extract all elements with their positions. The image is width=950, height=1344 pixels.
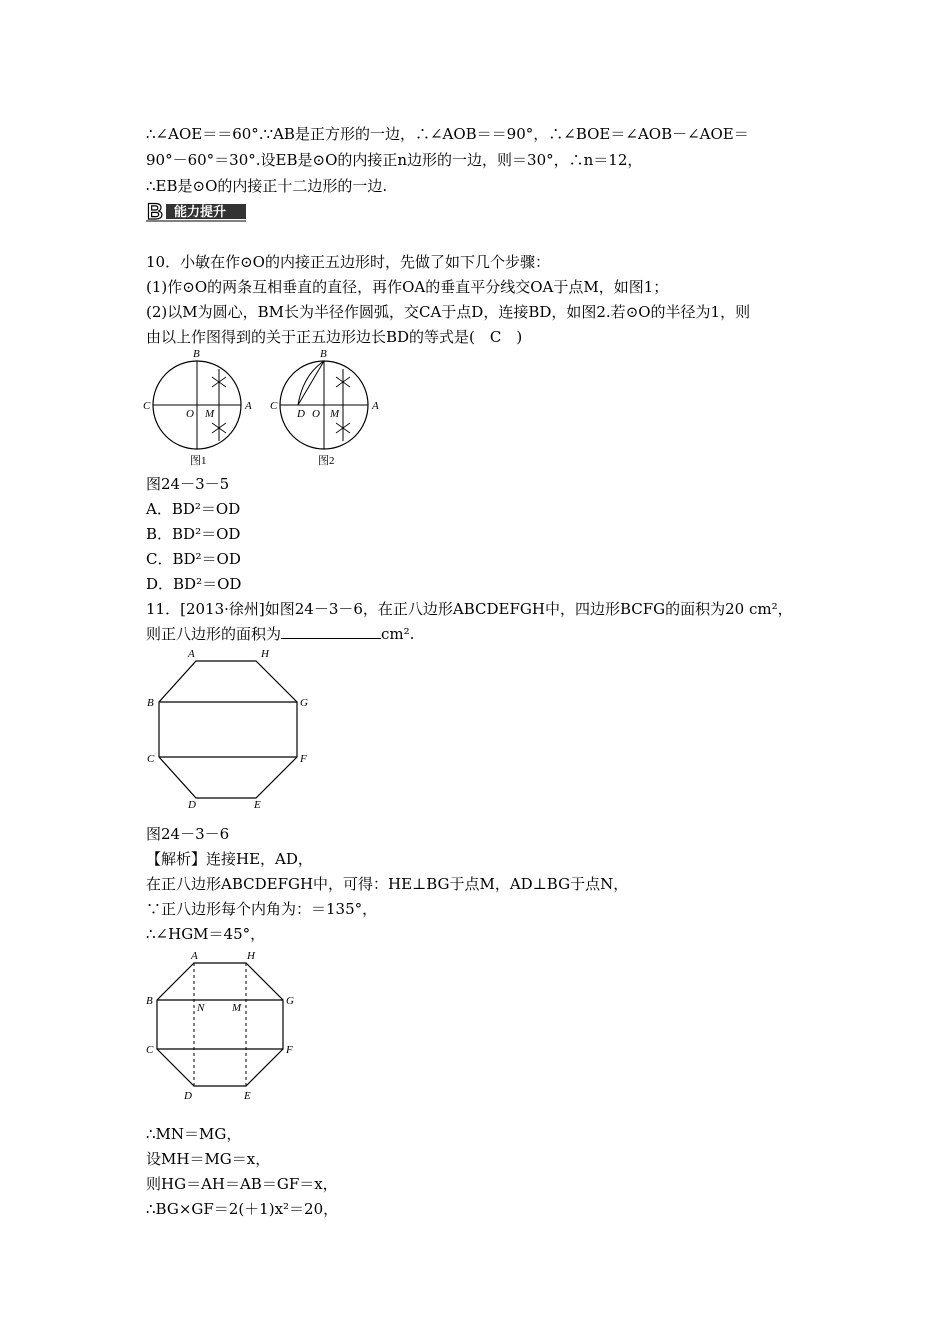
label-M: M: [205, 408, 215, 420]
solution-line: 设MH＝MG＝x，: [146, 1150, 271, 1168]
solution-line: 在正八边形ABCDEFGH中，可得：HE⊥BG于点M，AD⊥BG于点N，: [146, 875, 629, 893]
label-F: F: [286, 1044, 293, 1056]
label-M: M: [232, 1002, 242, 1014]
label-O: O: [186, 408, 194, 420]
label-D: D: [184, 1090, 192, 1102]
banner-letter: B: [147, 200, 163, 222]
step-1: (1)作⊙O的两条互相垂直的直径，再作OA的垂直平分线交OA于点M，如图1；: [146, 278, 669, 296]
solution-line: 则HG＝AH＝AB＝GF＝x，: [146, 1175, 338, 1193]
figure-24-3-5: [140, 345, 390, 470]
figure-24-3-6: [140, 645, 320, 815]
label-C: C: [270, 400, 278, 412]
label-H: H: [247, 950, 255, 962]
option-c: C．BD²＝OD: [146, 550, 241, 568]
label-B: B: [146, 995, 153, 1007]
stem-prefix: 则正八边形的面积为: [146, 625, 282, 643]
label-N: N: [197, 1002, 205, 1014]
label-E: E: [244, 1090, 251, 1102]
label-B: B: [193, 348, 200, 360]
question-stem-cont: [146, 624, 414, 644]
step-2: (2)以M为圆心，BM长为半径作圆弧，交CA于点D，连接BD，如图2.若⊙O的半径为1，则: [146, 303, 751, 321]
step-2-cont: 由以上作图得到的关于正五边形边长BD的等式是( C ): [146, 328, 523, 346]
label-C: C: [143, 400, 151, 412]
label-A: A: [372, 400, 379, 412]
figure-1: [143, 348, 252, 467]
solution-figure: [140, 945, 320, 1105]
solution-line: ∴∠HGM＝45°，: [146, 925, 266, 943]
option-d: D．BD²＝OD: [146, 575, 242, 593]
solution-line: 【解析】连接HE，AD，: [146, 850, 313, 868]
label-C: C: [147, 753, 155, 765]
text-line: ∴EB是⊙O的内接正十二边形的一边.: [146, 177, 388, 195]
fig2-caption: 图2: [318, 455, 335, 467]
solution-line: ∴MN＝MG，: [146, 1125, 242, 1143]
label-D: D: [297, 408, 305, 420]
stem-suffix: cm².: [381, 625, 415, 643]
label-G: G: [286, 995, 294, 1007]
question-stem: 11．[2013·徐州]如图24－3－6，在正八边形ABCDEFGH中，四边形BCFG的面积为20 cm²，: [146, 600, 793, 618]
banner-label: 能力提升: [174, 205, 227, 220]
label-F: F: [300, 753, 307, 765]
label-G: G: [300, 697, 308, 709]
option-b: B．BD²＝OD: [146, 525, 241, 543]
text-line: ∴∠AOE＝＝60°.∵AB是正方形的一边，∴∠AOB＝＝90°，∴∠BOE＝∠AOB－∠AOE＝: [146, 125, 749, 143]
option-a: A．BD²＝OD: [146, 500, 241, 518]
label-A: A: [191, 950, 198, 962]
text-line: 90°－60°＝30°.设EB是⊙O的内接正n边形的一边，则＝30°，∴n＝12，: [146, 151, 643, 169]
section-banner: [146, 200, 246, 222]
fig1-caption: 图1: [190, 455, 207, 467]
figure-label: 图24－3－5: [146, 475, 230, 493]
solution-line: ∴BG×GF＝2(＋1)x²＝20，: [146, 1200, 339, 1218]
question-stem: 10．小敏在作⊙O的内接正五边形时，先做了如下几个步骤：: [146, 253, 550, 271]
figure-2: [270, 348, 379, 467]
label-A: A: [188, 648, 195, 660]
answer-blank: [281, 624, 381, 639]
label-B: B: [320, 348, 327, 360]
label-O: O: [312, 408, 320, 420]
label-H: H: [261, 648, 269, 660]
label-B: B: [147, 697, 154, 709]
label-D: D: [188, 799, 196, 811]
solution-line: ∵正八边形每个内角为：＝135°，: [146, 900, 378, 918]
label-M: M: [330, 408, 340, 420]
label-C: C: [146, 1044, 154, 1056]
label-E: E: [254, 799, 261, 811]
figure-label: 图24－3－6: [146, 825, 230, 843]
label-A: A: [245, 400, 252, 412]
